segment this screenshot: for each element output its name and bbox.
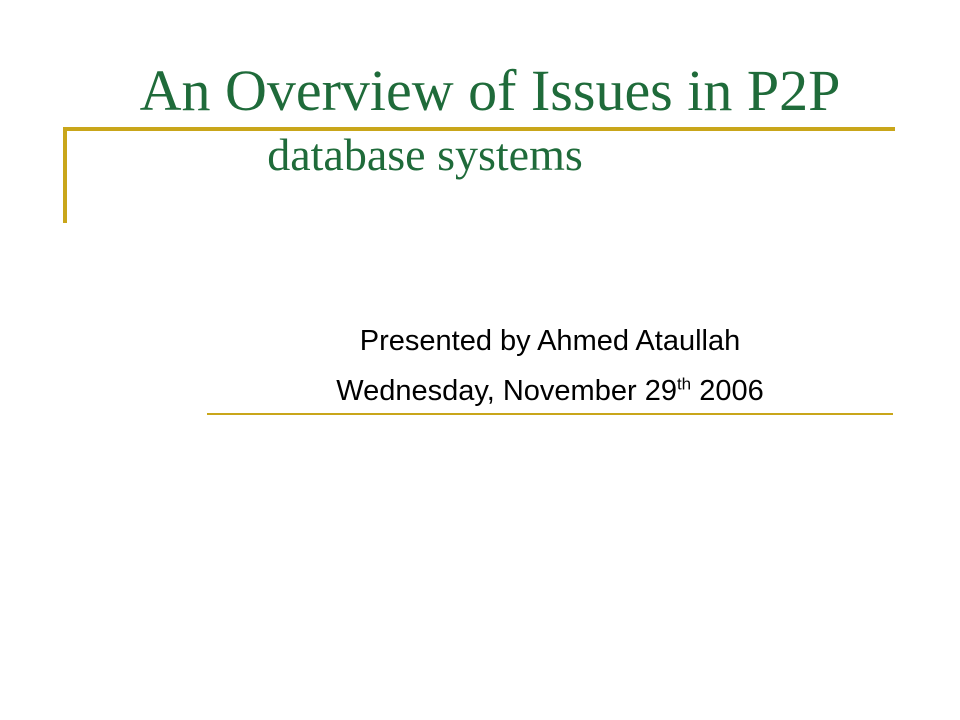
presenter-line: Presented by Ahmed Ataullah	[359, 325, 741, 357]
date-line	[207, 366, 893, 416]
slide-title-line-1: An Overview of Issues in P2P	[139, 58, 841, 123]
date-prefix: Wednesday, November 29	[336, 375, 677, 407]
date-ordinal-suffix: th	[676, 374, 692, 394]
slide-title-line-2: database systems	[267, 129, 583, 180]
subtitle-accent-rule	[207, 413, 893, 415]
slide-title	[80, 56, 900, 184]
date-year: 2006	[691, 375, 764, 407]
slide-subtitle	[207, 316, 893, 416]
